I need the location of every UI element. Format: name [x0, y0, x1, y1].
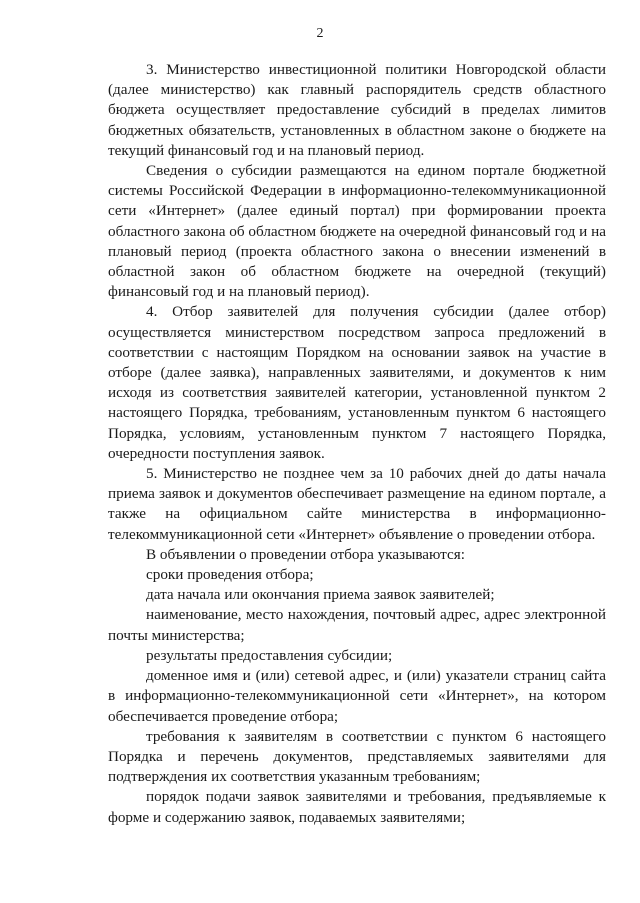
page-number: 2: [316, 26, 324, 41]
paragraph-subsidy-info: Сведения о субсидии размещаются на едином портале бюджетной системы Российской Федерации в информационно-телекоммуникационной сети «Интернет» (далее единый портал) при формировании проекта областного закона об областном бюджете на очередной финансовый год и на плановый период (проекта областного закона о внесении изменений в областной закон об областном бюджете на очередной (текущий) финансовый год и на плановый период).: [108, 162, 606, 301]
document-body: [108, 60, 606, 828]
list-item-ministry-contacts: наименование, место нахождения, почтовый адрес, адрес электронной почты министерства;: [108, 606, 606, 644]
list-item-submission-procedure: порядок подачи заявок заявителями и требования, предъявляемые к форме и содержанию заявок, подаваемых заявителями;: [108, 788, 606, 826]
list-item-applicant-requirements: требования к заявителям в соответствии с пунктом 6 настоящего Порядка и перечень документов, представляемых заявителями для подтверждения их соответствия указанным требованиям;: [108, 727, 606, 786]
list-item-subsidy-results: результаты предоставления субсидии;: [146, 646, 393, 664]
list-item-selection-dates: сроки проведения отбора;: [146, 566, 314, 584]
paragraph-clause-4: 4. Отбор заявителей для получения субсидии (далее отбор) осуществляется министерством посредством запроса предложений в соответствии с настоящим Порядком на основании заявок на участие в отборе (далее заявка), направленных заявителями, и документов к ним исходя из соответствия заявителей категории, установленной пунктом 2 настоящего Порядка, требованиям, установленным пунктом 6 настоящего Порядка, условиям, установленным пунктом 7 настоящего Порядка, очередности поступления заявок.: [108, 303, 606, 462]
paragraph-announcement-intro: В объявлении о проведении отбора указываются:: [146, 545, 465, 563]
list-item-application-dates: дата начала или окончания приема заявок заявителей;: [146, 586, 495, 604]
list-item-website-address: доменное имя и (или) сетевой адрес, и (или) указатели страниц сайта в информационно-телекоммуникационной сети «Интернет», на котором обеспечивается проведение отбора;: [108, 667, 606, 725]
paragraph-clause-5: 5. Министерство не позднее чем за 10 рабочих дней до даты начала приема заявок и документов обеспечивает размещение на едином портале, а также на официальном сайте министерства в информационно-телекоммуникационной сети «Интернет» объявление о проведении отбора.: [108, 465, 606, 543]
paragraph-clause-3: 3. Министерство инвестиционной политики Новгородской области (далее министерство) как главный распорядитель средств областного бюджета осуществляет предоставление субсидий в пределах лимитов бюджетных обязательств, установленных в областном законе о бюджете на текущий финансовый год и на плановый период.: [108, 61, 606, 159]
